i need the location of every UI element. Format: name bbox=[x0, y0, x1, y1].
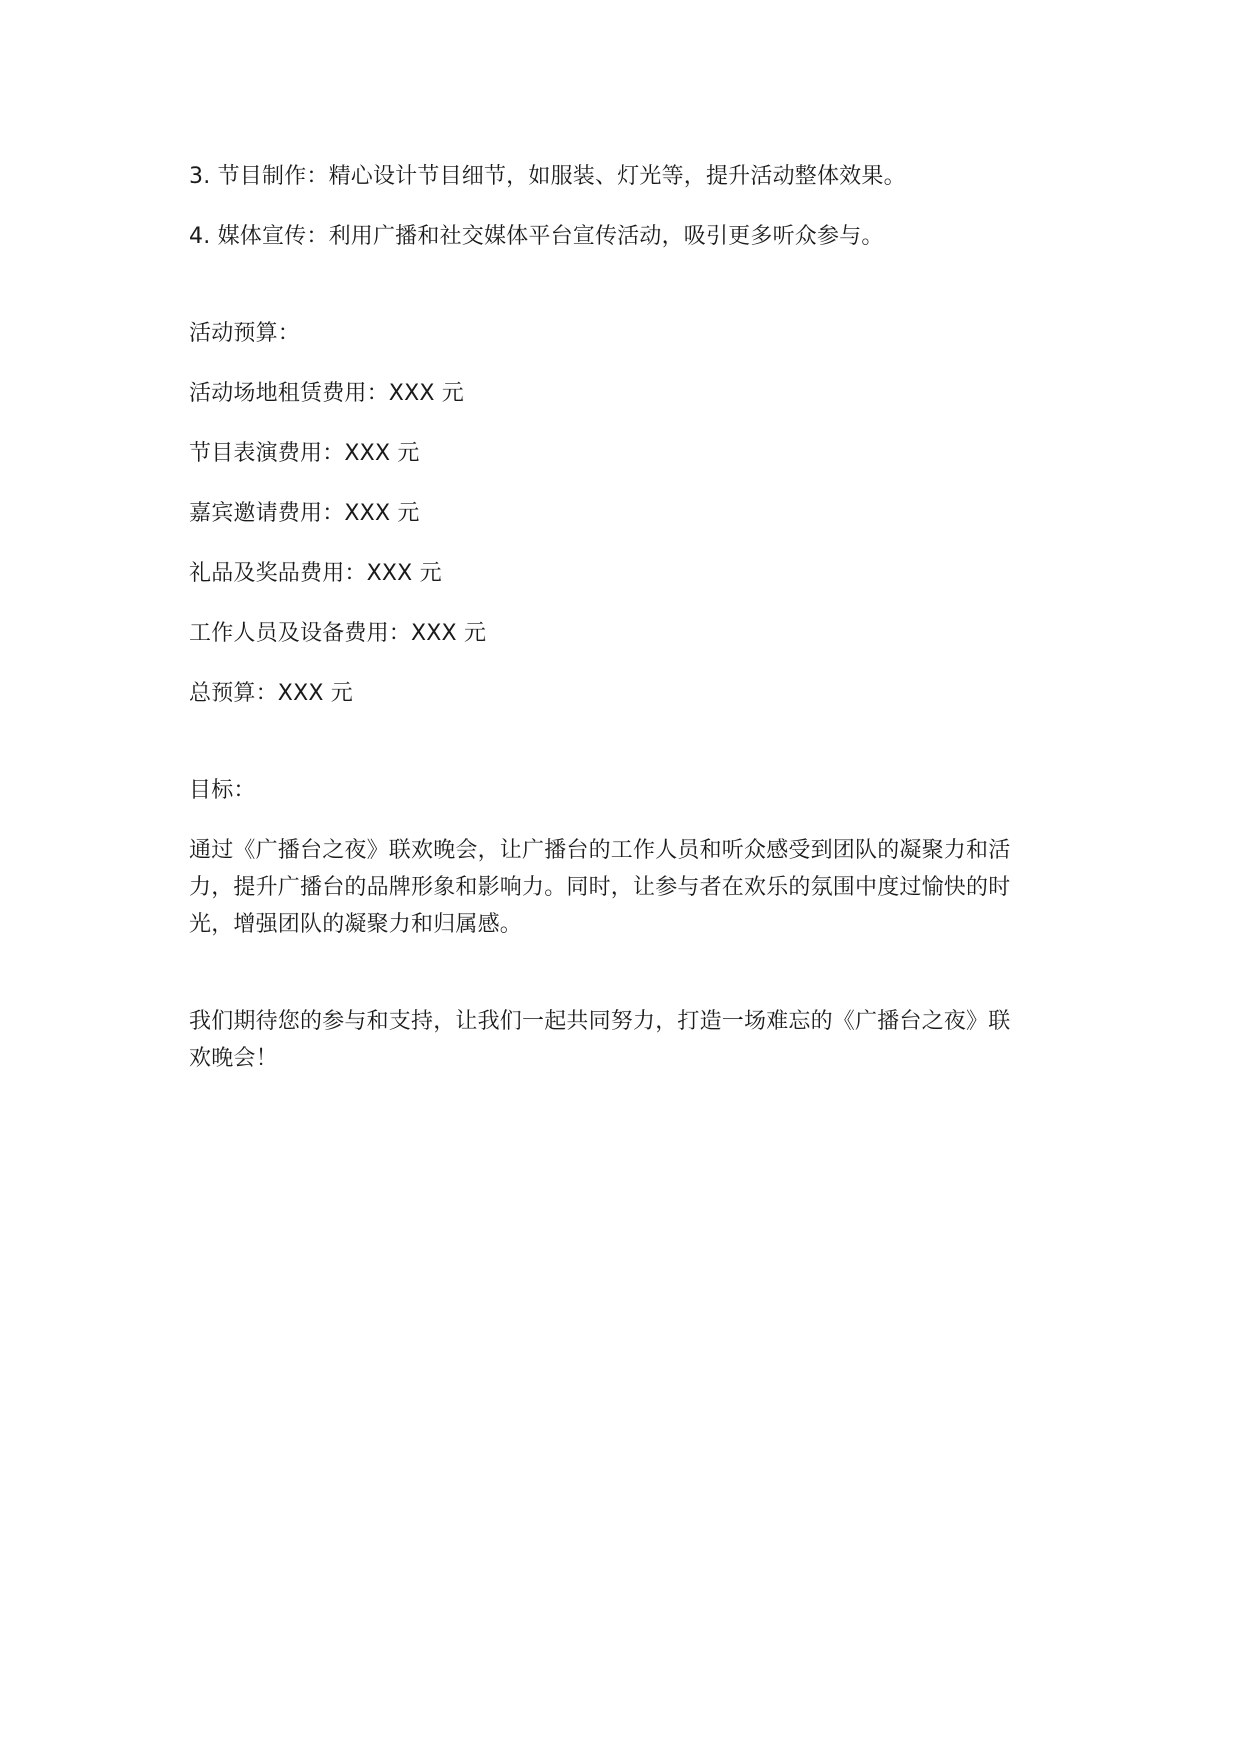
closing-paragraph bbox=[189, 1003, 1049, 1077]
goal-line: 光，增强团队的凝聚力和归属感。 bbox=[189, 912, 523, 937]
budget-item-performance: 节目表演费用：XXX 元 bbox=[189, 441, 420, 466]
budget-total: 总预算：XXX 元 bbox=[189, 681, 354, 706]
closing-line: 我们期待您的参与和支持，让我们一起共同努力，打造一场难忘的《广播台之夜》联 bbox=[189, 1009, 1011, 1034]
document-body bbox=[189, 158, 1049, 1077]
budget-item-staff-equipment: 工作人员及设备费用：XXX 元 bbox=[189, 621, 487, 646]
step-3: 3. 节目制作：精心设计节目细节，如服装、灯光等，提升活动整体效果。 bbox=[189, 164, 906, 189]
goal-line: 通过《广播台之夜》联欢晚会，让广播台的工作人员和听众感受到团队的凝聚力和活 bbox=[189, 838, 1011, 863]
goal-line: 力，提升广播台的品牌形象和影响力。同时，让参与者在欢乐的氛围中度过愉快的时 bbox=[189, 875, 1011, 900]
goal-heading: 目标： bbox=[189, 778, 256, 803]
step-4: 4. 媒体宣传：利用广播和社交媒体平台宣传活动，吸引更多听众参与。 bbox=[189, 224, 884, 249]
budget-item-guests: 嘉宾邀请费用：XXX 元 bbox=[189, 501, 420, 526]
closing-line: 欢晚会！ bbox=[189, 1046, 278, 1071]
goal-paragraph bbox=[189, 832, 1049, 943]
budget-item-gifts: 礼品及奖品费用：XXX 元 bbox=[189, 561, 442, 586]
budget-heading: 活动预算： bbox=[189, 321, 301, 346]
budget-item-venue: 活动场地租赁费用：XXX 元 bbox=[189, 381, 465, 406]
